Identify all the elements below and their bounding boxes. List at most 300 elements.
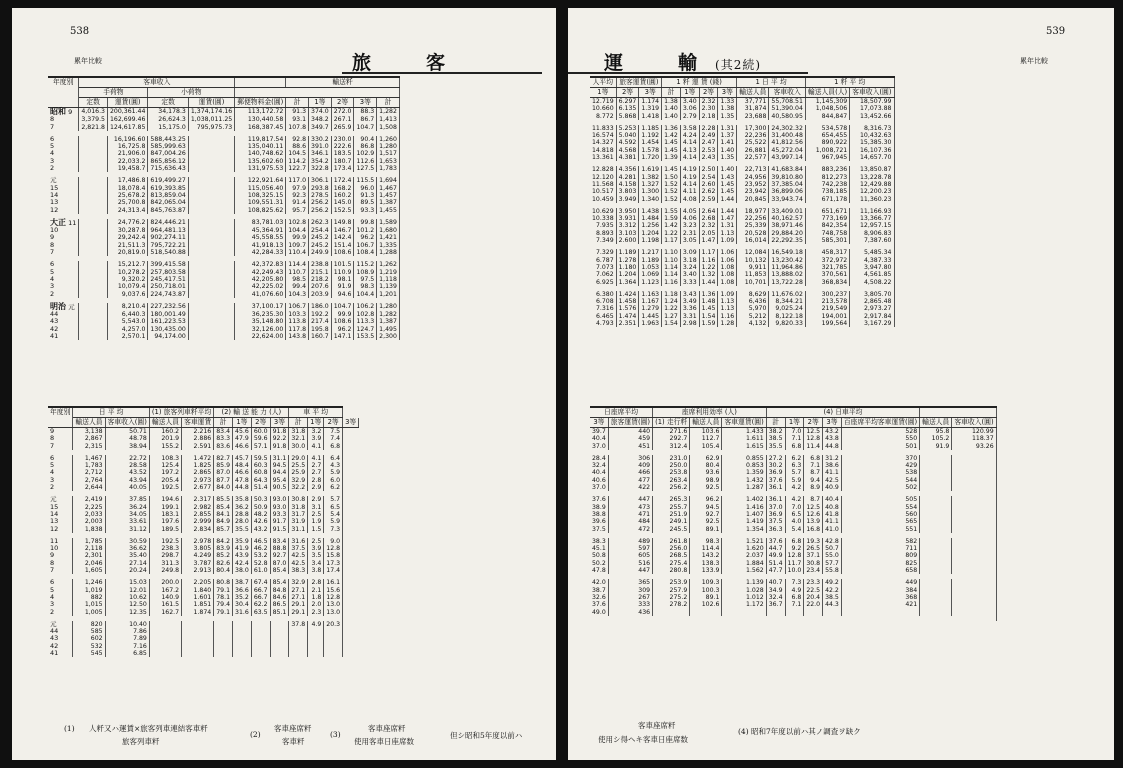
- table-cell: 41.9: [233, 545, 252, 552]
- table-cell: 217.4: [309, 318, 332, 325]
- table-cell: 1.825: [182, 462, 214, 469]
- table-cell: 161,223.53: [148, 318, 188, 325]
- year-label: 8: [50, 240, 55, 249]
- table-cell: 48.4: [233, 462, 252, 469]
- column-header: 3等: [823, 418, 842, 428]
- year-label: 3: [50, 156, 55, 165]
- table-cell: 114.4: [286, 261, 309, 268]
- table-cell: [214, 628, 233, 635]
- table-row: [590, 313, 894, 320]
- table-row: [48, 165, 399, 172]
- year-label: 7: [50, 248, 55, 257]
- table-cell: 13,722.28: [769, 279, 806, 286]
- table-cell: 88.6: [286, 143, 309, 150]
- table-cell: 11,676.02: [769, 291, 806, 298]
- table-cell: 151.4: [331, 242, 354, 249]
- table-cell: [952, 594, 996, 601]
- table-cell: 3.18: [680, 257, 699, 264]
- table-cell: 2,118: [73, 545, 105, 552]
- table-cell: 1.217: [639, 249, 662, 256]
- table-cell: 1.198: [639, 237, 662, 244]
- table-cell: 142.4: [331, 234, 354, 241]
- table-cell: 1.09: [718, 291, 737, 298]
- table-cell: 40,162.57: [769, 215, 806, 222]
- table-cell: 96.2: [354, 234, 377, 241]
- table-cell: 6.0: [324, 477, 343, 484]
- table-cell: 124.7: [354, 326, 377, 333]
- table-cell: 1,387: [377, 199, 400, 206]
- table-cell: 219,549: [805, 305, 849, 312]
- table-cell: 105.4: [690, 443, 722, 450]
- group-header: 1 粁 運 賃 (錢): [662, 77, 737, 88]
- table-row: [590, 105, 894, 112]
- table-cell: 1.42: [662, 222, 681, 229]
- table-cell: 6.925: [590, 279, 616, 286]
- table-cell: 0.855: [722, 455, 766, 462]
- table-cell: 85.4: [270, 567, 289, 574]
- table-cell: 99.9: [286, 234, 309, 241]
- table-cell: [308, 635, 324, 642]
- table-cell: 6.380: [590, 291, 616, 298]
- table-row: [48, 477, 359, 484]
- table-cell: 1.402: [722, 496, 766, 503]
- table-cell: 15.8: [324, 552, 343, 559]
- year-label: 4: [50, 149, 55, 158]
- table-cell: 59.6: [251, 435, 270, 442]
- table-cell: 97.9: [286, 185, 309, 192]
- table-cell: 62.9: [690, 455, 722, 462]
- table-cell: 17,486.8: [107, 177, 147, 184]
- table-cell: 2.98: [680, 320, 699, 327]
- table-cell: 12.8: [324, 594, 343, 601]
- table-cell: 86.8: [354, 143, 377, 150]
- table-cell: [289, 628, 308, 635]
- table-cell: 41.1: [823, 469, 842, 476]
- table-cell: 143.8: [286, 333, 309, 340]
- table-cell: 451: [608, 443, 652, 450]
- lower-table: [48, 406, 359, 657]
- year-cell: [48, 291, 79, 298]
- table-cell: 1.36: [699, 291, 718, 298]
- table-cell: [952, 552, 996, 559]
- table-cell: 847,004.26: [148, 150, 188, 157]
- table-cell: 85.9: [214, 462, 233, 469]
- footnote-3: (3): [330, 730, 341, 739]
- table-cell: 10.40: [105, 621, 149, 628]
- table-cell: 55.8: [823, 567, 842, 574]
- table-cell: 9.4: [804, 477, 823, 484]
- table-cell: [952, 484, 996, 491]
- table-cell: [952, 526, 996, 533]
- table-cell: 1.300: [639, 188, 662, 195]
- table-cell: 2.59: [699, 196, 718, 203]
- table-cell: 10.629: [590, 208, 616, 215]
- table-cell: 108.3: [149, 455, 181, 462]
- year-label: 4: [50, 274, 55, 283]
- table-cell: 94.6: [331, 291, 354, 298]
- table-cell: 38.7: [233, 579, 252, 586]
- table-cell: [188, 207, 234, 214]
- table-cell: 2.973: [182, 477, 214, 484]
- table-cell: 3.31: [680, 313, 699, 320]
- table-cell: 51.4: [766, 560, 785, 567]
- table-row: [48, 261, 399, 268]
- table-cell: 183.5: [331, 150, 354, 157]
- table-cell: 50.9: [251, 504, 270, 511]
- table-cell: 8,906.83: [850, 230, 894, 237]
- footnote-4: 但シ昭和5年度以前ハ: [450, 731, 523, 740]
- page-number: 539: [1046, 26, 1066, 37]
- table-row: [48, 303, 399, 311]
- table-cell: 203.9: [309, 291, 332, 298]
- table-cell: [823, 609, 842, 616]
- table-row: [48, 124, 399, 131]
- table-cell: 1,335: [377, 242, 400, 249]
- table-cell: [79, 326, 108, 333]
- table-cell: 13,230.42: [769, 257, 806, 264]
- table-cell: [251, 643, 270, 650]
- table-cell: [149, 621, 181, 628]
- table-cell: 1,280: [377, 303, 400, 311]
- table-cell: 4.568: [616, 147, 639, 154]
- page-title: 旅 客: [352, 52, 464, 74]
- table-cell: 36.24: [105, 504, 149, 511]
- year-cell: 44: [48, 628, 73, 635]
- table-cell: 1.43: [718, 174, 737, 181]
- table-cell: 192.5: [149, 484, 181, 491]
- table-cell: 3.09: [680, 249, 699, 256]
- table-cell: 40.4: [590, 435, 608, 442]
- table-cell: 92.5: [690, 518, 722, 525]
- table-cell: 6.8: [324, 443, 343, 450]
- table-cell: 36.2: [233, 504, 252, 511]
- table-cell: 104.5: [286, 150, 309, 157]
- year-cell: 2: [48, 484, 73, 491]
- table-cell: 180,001.49: [148, 311, 188, 318]
- table-cell: 104.7: [354, 124, 377, 131]
- table-cell: 1.10: [662, 249, 681, 256]
- table-cell: 160.2: [331, 192, 354, 199]
- table-cell: 31.6: [289, 538, 308, 545]
- table-cell: 3.931: [616, 215, 639, 222]
- table-cell: 5.868: [616, 113, 639, 120]
- table-cell: 1,374,174.16: [188, 108, 234, 117]
- table-cell: 155.2: [149, 443, 181, 450]
- column-header: 百座席平均客車運賃(圓): [841, 418, 919, 428]
- table-cell: 50.8: [590, 552, 608, 559]
- table-cell: 2.0: [308, 601, 324, 608]
- table-cell: 13.0: [324, 609, 343, 616]
- left-page: [12, 8, 556, 760]
- table-cell: 5.9: [785, 477, 804, 484]
- table-cell: 528: [841, 428, 919, 436]
- table-cell: 2.886: [182, 435, 214, 442]
- table-cell: 2.30: [699, 105, 718, 112]
- table-cell: 36.9: [766, 511, 785, 518]
- column-header: 3等: [718, 88, 737, 98]
- table-cell: 9,820.33: [769, 320, 806, 327]
- table-cell: 32,126.00: [235, 326, 286, 333]
- table-cell: [251, 628, 270, 635]
- table-cell: 40.05: [105, 484, 149, 491]
- table-cell: 825: [841, 560, 919, 567]
- table-cell: 544: [841, 477, 919, 484]
- table-cell: [188, 158, 234, 165]
- table-cell: 102.9: [354, 150, 377, 157]
- table-cell: [920, 552, 952, 559]
- table-cell: 2.8: [308, 579, 324, 586]
- table-cell: [188, 136, 234, 143]
- table-cell: 66.7: [251, 587, 270, 594]
- column-header-row: [590, 88, 894, 98]
- table-cell: 4.381: [616, 154, 639, 161]
- table-cell: 2.47: [699, 139, 718, 146]
- table-cell: 130,440.58: [235, 116, 286, 123]
- year-cell: 4: [48, 594, 73, 601]
- footnote-1: (1) 人粁又ハ運賃×旅客列車連結客車粁: [64, 724, 208, 733]
- table-cell: 1.204: [616, 271, 639, 278]
- table-cell: 1.38: [718, 105, 737, 112]
- table-cell: 83.4: [270, 538, 289, 545]
- group-header: (1) 旅客列車粁平均: [149, 407, 213, 418]
- table-cell: 33,943.74: [769, 196, 806, 203]
- table-cell: 12.01: [105, 587, 149, 594]
- table-cell: 1.14: [662, 271, 681, 278]
- table-cell: 38.9: [590, 504, 608, 511]
- table-cell: 3.06: [680, 105, 699, 112]
- table-cell: 42,372.83: [235, 261, 286, 268]
- table-cell: 14.327: [590, 139, 616, 146]
- table-cell: 7.0: [785, 504, 804, 511]
- running-head: 累年比較: [1020, 57, 1048, 65]
- table-cell: 107.8: [286, 124, 309, 131]
- table-cell: 10,701: [737, 279, 769, 286]
- table-cell: 93.6: [690, 469, 722, 476]
- table-cell: 605: [608, 552, 652, 559]
- table-cell: 1.189: [616, 249, 639, 256]
- table-cell: 36.62: [105, 545, 149, 552]
- table-cell: 83,781.03: [235, 219, 286, 227]
- table-cell: 4.08: [680, 196, 699, 203]
- table-cell: 94,174.00: [148, 333, 188, 340]
- table-row: [590, 601, 996, 608]
- table-cell: 1.47: [699, 237, 718, 244]
- table-cell: 113,172.72: [235, 108, 286, 117]
- table-cell: 140,748.62: [235, 150, 286, 157]
- table-cell: 15.03: [105, 579, 149, 586]
- table-cell: 50.7: [823, 545, 842, 552]
- table-cell: 46.2: [251, 545, 270, 552]
- table-cell: [79, 333, 108, 340]
- table-cell: 109.3: [690, 579, 722, 586]
- table-cell: 12.50: [105, 601, 149, 608]
- table-cell: 36,235.30: [235, 311, 286, 318]
- table-row: [590, 188, 894, 195]
- table-cell: 172.4: [331, 177, 354, 184]
- table-cell: 50.71: [105, 428, 149, 436]
- table-cell: 298.7: [149, 552, 181, 559]
- table-cell: 1.13: [718, 298, 737, 305]
- table-cell: 4.19: [680, 174, 699, 181]
- table-cell: 1.22: [662, 305, 681, 312]
- table-cell: 842,354: [805, 222, 849, 229]
- table-cell: 32.6: [590, 594, 608, 601]
- table-cell: 964,481.13: [148, 227, 188, 234]
- table-cell: 32.9: [289, 477, 308, 484]
- table-cell: 651,671: [805, 208, 849, 215]
- table-cell: 1.42: [662, 132, 681, 139]
- table-cell: 588,443.25: [148, 136, 188, 143]
- table-cell: 168,387.45: [235, 124, 286, 131]
- table-cell: 86.5: [270, 601, 289, 608]
- table-cell: 51.4: [251, 484, 270, 491]
- table-cell: 22.72: [105, 455, 149, 462]
- table-row: [590, 538, 996, 545]
- table-cell: 37.5: [590, 526, 608, 533]
- table-cell: 43.52: [105, 469, 149, 476]
- table-cell: 25.9: [289, 469, 308, 476]
- table-cell: 8.7: [804, 469, 823, 476]
- table-cell: 60.3: [251, 462, 270, 469]
- table-cell: 2.1: [308, 587, 324, 594]
- table-cell: 91.4: [286, 199, 309, 206]
- table-row: [590, 455, 996, 462]
- table-cell: 1.167: [639, 298, 662, 305]
- table-cell: 89.5: [354, 199, 377, 206]
- table-cell: 79.1: [214, 609, 233, 616]
- footnote-3-numerator: 客車座席粁: [368, 724, 406, 733]
- table-row: [590, 526, 996, 533]
- table-cell: 309: [608, 587, 652, 594]
- year-label: 43: [50, 317, 59, 326]
- table-cell: [182, 650, 214, 657]
- table-cell: 2.28: [699, 125, 718, 132]
- table-cell: 1.40: [662, 105, 681, 112]
- table-cell: 93.1: [286, 116, 309, 123]
- table-cell: 108.6: [331, 318, 354, 325]
- table-cell: 127.5: [354, 165, 377, 172]
- table-cell: 11.833: [590, 125, 616, 132]
- table-cell: 560: [841, 511, 919, 518]
- table-row: [590, 298, 894, 305]
- table-row: [590, 257, 894, 264]
- table-cell: 518,540.88: [148, 249, 188, 256]
- table-cell: 49.9: [766, 552, 785, 559]
- table-cell: [766, 609, 785, 616]
- table-row: [590, 469, 996, 476]
- table-cell: 22,624.00: [235, 333, 286, 340]
- table-cell: 15,175.0: [148, 124, 188, 131]
- table-cell: 4,016.3: [79, 108, 108, 117]
- table-cell: 1.472: [182, 455, 214, 462]
- table-cell: 93.0: [270, 504, 289, 511]
- table-cell: 230.0: [331, 136, 354, 143]
- table-cell: 44.8: [233, 484, 252, 491]
- table-row: [590, 484, 996, 491]
- table-cell: 26,624.3: [148, 116, 188, 123]
- table-cell: 1.416: [722, 504, 766, 511]
- table-cell: 2.9: [308, 496, 324, 503]
- table-row: [48, 108, 399, 117]
- table-cell: 1,785: [73, 538, 105, 545]
- year-cell: 5: [48, 587, 73, 594]
- table-cell: 2.216: [182, 428, 214, 436]
- column-header: 3等: [354, 98, 377, 108]
- table-cell: 440: [608, 428, 652, 436]
- table-cell: 4.14: [680, 154, 699, 161]
- table-cell: 6.4: [324, 455, 343, 462]
- table-cell: 534,578: [805, 125, 849, 132]
- page-number: 538: [70, 26, 90, 37]
- table-cell: 1.44: [718, 196, 737, 203]
- table-cell: 489: [608, 538, 652, 545]
- table-cell: 1,517: [377, 150, 400, 157]
- year-cell: 15: [48, 504, 73, 511]
- table-cell: 321,785: [805, 264, 849, 271]
- table-cell: 2.31: [680, 230, 699, 237]
- table-cell: 34,178.3: [148, 108, 188, 117]
- table-cell: 2,917.84: [850, 313, 894, 320]
- table-cell: 195.8: [309, 326, 332, 333]
- table-cell: 501: [841, 443, 919, 450]
- table-cell: 10,278.2: [107, 269, 147, 276]
- table-cell: 133.9: [690, 567, 722, 574]
- table-cell: 94.4: [270, 469, 289, 476]
- table-cell: 1.45: [718, 181, 737, 188]
- table-cell: 365: [608, 579, 652, 586]
- table-cell: 83.4: [214, 428, 233, 436]
- table-cell: 36.1: [766, 484, 785, 491]
- table-cell: 477: [608, 477, 652, 484]
- table-cell: 98.1: [331, 276, 354, 283]
- table-cell: [952, 601, 996, 608]
- table-cell: 238.3: [149, 545, 181, 552]
- table-cell: 16.8: [804, 526, 823, 533]
- table-cell: 1.279: [639, 305, 662, 312]
- table-cell: 180.7: [331, 158, 354, 165]
- column-header: 1等: [309, 98, 332, 108]
- table-cell: [188, 291, 234, 298]
- table-cell: 1.139: [722, 579, 766, 586]
- table-cell: 37.0: [590, 443, 608, 450]
- table-cell: 6.8: [785, 538, 804, 545]
- table-cell: 1.319: [639, 105, 662, 112]
- table-cell: 1,015: [73, 601, 105, 608]
- table-cell: 813,859.04: [148, 192, 188, 199]
- year-label: 5: [50, 267, 55, 276]
- table-cell: 7.89: [105, 635, 149, 642]
- table-cell: 1.601: [182, 594, 214, 601]
- column-header: 客車收入(圓): [105, 418, 149, 428]
- table-cell: 585: [73, 628, 105, 635]
- table-cell: 1.16: [718, 313, 737, 320]
- table-cell: 3.36: [680, 305, 699, 312]
- table-cell: 368: [841, 594, 919, 601]
- year-cell: 6: [48, 579, 73, 586]
- table-cell: 4.05: [680, 208, 699, 215]
- table-cell: 31.2: [823, 455, 842, 462]
- table-cell: [920, 545, 952, 552]
- table-cell: 79.4: [214, 601, 233, 608]
- table-cell: 22,713: [737, 166, 769, 173]
- table-cell: 43.9: [233, 552, 252, 559]
- table-cell: 449: [841, 579, 919, 586]
- table-cell: 40.4: [590, 469, 608, 476]
- table-cell: 104.4: [354, 291, 377, 298]
- table-cell: 1.18: [662, 291, 681, 298]
- table-cell: 92.2: [270, 435, 289, 442]
- year-cell: 3: [48, 601, 73, 608]
